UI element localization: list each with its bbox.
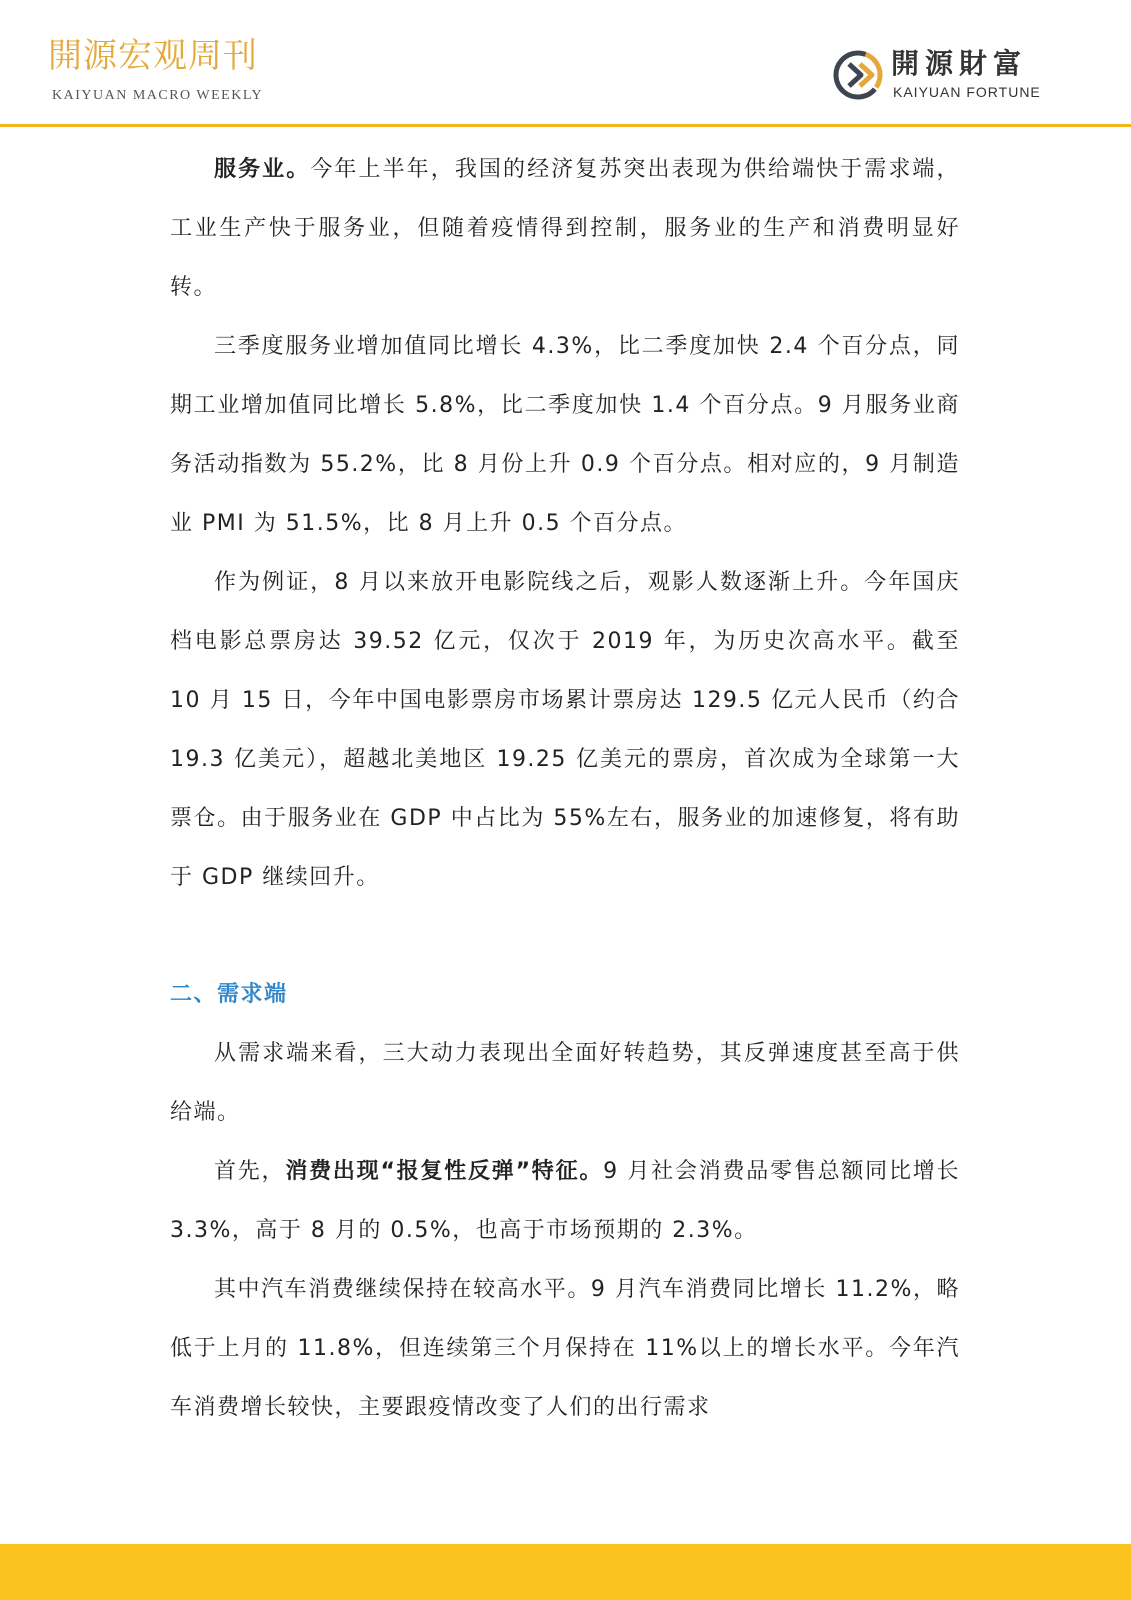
section-heading-demand: 二、需求端	[170, 982, 288, 1007]
logo-wordmark-en: KAIYUAN FORTUNE	[893, 84, 1041, 100]
paragraph-q3-growth: 三季度服务业增加值同比增长 4.3%，比二季度加快 2.4 个百分点，同期工业增加值同比增长 5.8%，比二季度加快 1.4 个百分点。9 月服务业商务活动指数为 55.2%，比 8 月份上升 0.9 个百分点。相对应的，9 月制造业 PMI 为 51.5%，比 8 月上升 0.5 个百分点。	[170, 334, 960, 536]
kaiyuan-k-mark-icon	[833, 50, 883, 100]
paragraph-services	[170, 140, 960, 317]
page-header	[0, 0, 1131, 128]
paragraph-bold-claim: 消费出现“报复性反弹”特征。	[285, 1159, 604, 1184]
paragraph-consumption	[170, 1142, 960, 1260]
paragraph-auto: 其中汽车消费继续保持在较高水平。9 月汽车消费同比增长 11.2%，略低于上月的 11.8%，但连续第三个月保持在 11%以上的增长水平。今年汽车消费增长较快，主要跟疫情改变了人们的出行需求	[170, 1277, 960, 1420]
paragraph-box-office: 作为例证，8 月以来放开电影院线之后，观影人数逐渐上升。今年国庆档电影总票房达 39.52 亿元，仅次于 2019 年，为历史次高水平。截至 10 月 15 日，今年中国电影票房市场累计票房达 129.5 亿元人民币（约合 19.3 亿美元），超越北美地区 19.25 亿美元的票房，首次成为全球第一大票仓。由于服务业在 GDP 中占比为 55%左右，服务业的加速修复，将有助于 GDP 继续回升。	[170, 570, 960, 890]
company-logo	[833, 44, 1063, 104]
article-body	[170, 140, 960, 1437]
publication-title: 開源宏观周刊	[48, 36, 258, 76]
paragraph-demand-intro: 从需求端来看，三大动力表现出全面好转趋势，其反弹速度甚至高于供给端。	[170, 1041, 960, 1125]
publication-subtitle: KAIYUAN MACRO WEEKLY	[52, 88, 264, 103]
paragraph-text: 今年上半年，我国的经济复苏突出表现为供给端快于需求端，工业生产快于服务业，但随着疫情得到控制，服务业的生产和消费明显好转。	[170, 157, 960, 300]
header-divider	[0, 124, 1131, 127]
logo-wordmark-cn: 開源財富	[891, 47, 1028, 80]
paragraph-lead-bold: 服务业。	[214, 157, 311, 182]
footer-bar	[0, 1544, 1131, 1600]
paragraph-pre: 首先，	[214, 1159, 286, 1184]
paragraph-text: 9 月社会消费品零售总额同比增长 3.3%，高于 8 月的 0.5%，也高于市场预期的 2.3%。	[170, 1159, 960, 1243]
